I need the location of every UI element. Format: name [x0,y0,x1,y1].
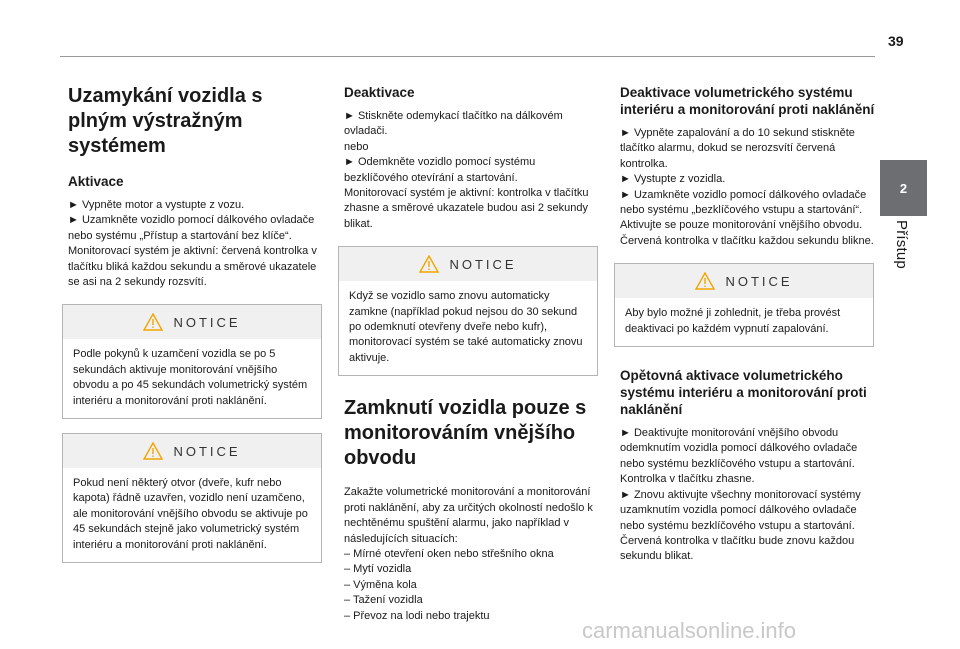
column-3 [620,84,878,565]
notice-text: Když se vozidlo samo znovu automaticky zamkne (například pokud nejsou do 30 sekund po odemknutí otevřeny dveře nebo kufr), monitorovací systém se také automaticky znovu aktivuje. [349,290,583,364]
notice-box [614,263,874,347]
deaktivace-volumetric-text: ► Vypněte zapalování a do 10 sekund stiskněte tlačítko alarmu, dokud se nerozsvítí červená kontrolka. ► Vystupte z vozidla. ► Uzamkněte vozidlo pomocí dálkového ovladače nebo systému „bezklíčového vstupu a startování“. Aktivujte se pouze monitorování vnějšího obvodu. Červená kontrolka v tlačítku každou sekundu blikne. [620,127,874,247]
notice-box [62,304,322,419]
warning-icon [143,313,163,331]
deaktivace-text: ► Stiskněte odemykací tlačítko na dálkovém ovladači. nebo ► Odemkněte vozidlo pomocí systému bezklíčového otevírání a startování. Monitorovací systém je aktivní: kontrolka v tlačítku zhasne a směrové ukazatele budou asi 2 sekundy blikat. [344,110,589,230]
warning-icon [695,272,715,290]
notice-header [339,247,597,281]
notice-title: NOTICE [173,314,241,330]
notice-box [338,246,598,376]
warning-icon [143,442,163,460]
watermark: carmanualsonline.info [582,618,797,643]
heading-deaktivace: Deaktivace [344,85,415,100]
column-2 [344,84,602,624]
column-1 [68,84,326,563]
aktivace-text: ► Vypněte motor a vystupte z vozu. ► Uzamkněte vozidlo pomocí dálkového ovladače nebo systému „Přístup a startování bez klíče“. Monitorovací systém je aktivní: červená kontrolka v tlačítku bliká každou sekundu a směrové ukazatele se asi na 2 sekundy rozsvítí. [68,199,317,289]
notice-text: Aby bylo možné ji zohlednit, je třeba provést deaktivaci po každém vypnutí zapalování. [625,307,841,335]
notice-box [62,433,322,563]
heading-reactivation: Opětovná aktivace volumetrického systému interiéru a monitorování proti naklánění [620,368,867,418]
notice-header [63,434,321,468]
reactivation-text: ► Deaktivujte monitorování vnějšího obvodu odemknutím vozidla pomocí dálkového ovladače nebo systému bezklíčového vstupu a startování. Kontrolka v tlačítku zhasne. ► Znovu aktivujte všechny monitorovací systémy uzamknutím vozidla pomocí dálkového ovladače nebo systému bezklíčového vstupu a startování. Červená kontrolka v tlačítku bude znovu každou sekundu blikat. [620,427,861,563]
section-title: Uzamykání vozidla s plným výstražným systémem [68,85,263,157]
section-body: Zakažte volumetrické monitorování a monitorování proti naklánění, aby za určitých okolností nedošlo k nechtěnému spuštění alarmu, jako například v následujících situacích: – Mírné otevření oken nebo střešního okna – Mytí vozidla – Výměna kola – Tažení vozidla – Převoz na lodi nebo trajektu [344,486,593,622]
notice-text: Pokud není některý otvor (dveře, kufr nebo kapota) řádně uzavřen, vozidlo není uzamčeno, ale monitorování vnějšího obvodu se aktivuje po 45 sekundách stejně jako volumetrický systém interiéru a monitorování proti naklánění. [73,477,308,551]
notice-header [615,264,873,298]
warning-icon [419,255,439,273]
heading-aktivace: Aktivace [68,174,124,189]
heading-deaktivace-volumetric: Deaktivace volumetrického systému interiéru a monitorování proti naklánění [620,85,875,117]
notice-header [63,305,321,339]
header-rule [60,56,875,57]
page-number: 39 [888,33,904,49]
notice-title: NOTICE [173,443,241,459]
notice-text: Podle pokynů k uzamčení vozidla se po 5 sekundách aktivuje monitorování vnějšího obvodu a po 45 sekundách volumetrický systém interiéru a monitorování proti naklánění. [73,348,308,407]
chapter-label: Přístup [893,220,910,269]
notice-title: NOTICE [725,273,793,289]
notice-title: NOTICE [449,256,517,272]
section-title: Zamknutí vozidla pouze s monitorováním vnějšího obvodu [344,397,587,470]
chapter-tab[interactable]: 2 [880,160,927,216]
